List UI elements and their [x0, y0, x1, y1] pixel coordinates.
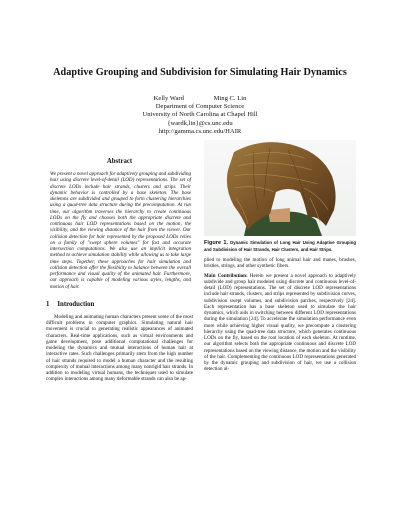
- continuation-text: plied to modeling the motion of long animal hair and manes, brushes, bristles, strings, and other synthetic fibers.: [204, 257, 356, 270]
- email: {wardk,lin}@cs.unc.edu: [167, 119, 233, 127]
- introduction-heading: [46, 301, 193, 308]
- figure-label: Figure 1.: [204, 240, 229, 246]
- abstract-text: We present a novel approach for adaptively grouping and subdividing hair using discrete level-of-detail (LOD) representations. The set of discrete LODs include hair strands, clusters and strips. Their dynamic behavior is controlled by a base skeleton. The base skeletons are subdivided and grouped to form clustering hierarchies using a quad-tree data structure during the precomputation. At run time, our algorithm traverses the hierarchy to create continuous LODs on the fly and chooses both the appropriate discrete and continuous hair LOD representations based on the motion, the visibility, and the viewing distance of the hair from the viewer. Our collision detection for hair represented by the proposed LODs relies on a family of "swept sphere volumes" for fast and accurate intersection computations. We also use an implicit integration method to achieve simulation stability while allowing us to take large time steps. Together, these approaches for hair simulation and collision detection offer the flexibility to balance between the overall performance and visual quality of the animated hair. Furthermore, our approach is capable of modeling various styles, lengths, and motion of hair.: [50, 171, 191, 290]
- figure-caption-text: Dynamic Simulation of Long Hair Using Adaptive Grouping and Subdivision of Hair Strands, Hair Clusters, and Hair Strips.: [204, 240, 356, 252]
- university: University of North Carolina at Chapel Hill: [142, 111, 258, 119]
- right-column: [204, 140, 356, 373]
- main-contribution-paragraph: [204, 273, 356, 373]
- author-names: [0, 95, 400, 103]
- figure-image: [204, 140, 356, 236]
- department: Department of Computer Science: [155, 103, 245, 111]
- section-title: Introduction: [57, 300, 95, 308]
- figure-caption: [204, 240, 356, 252]
- introduction-text: Modeling and animating human characters present some of the most difficult problems in computer graphics. Simulating natural hair movement is crucial to generating realistic appearances of animated characters. Real-time applications, such as virtual environments and game development, pose additional computational challenges for modeling the dynamics and mutual interactions of human hair at interactive rates. Such challenges primarily stem from the high number of hair strands required to model a human character and the resulting complexity of mutual interactions among many nonrigid hair strands. In addition to modeling virtual humans, the techniques used to simulate complex interactions among many deformable strands can also be ap-: [46, 313, 193, 383]
- author-block: [0, 95, 400, 136]
- contribution-text: Herein we present a novel approach to adaptively subdivide and group hair modeled using discrete and continuous level-of-detail (LOD) representations. The set of discrete LOD representations include hair strands, clusters, and strips represented by subdivision curves, subdivision swept volumes, and subdivision patches, respectively [24]. Each representation has a base skeleton used to simulate the hair dynamics, which aids in switching between different LOD representations during the simulation [24]. To accelerate the simulation performance even more while achieving higher visual quality, we precompute a clustering hierarchy using the quad-tree data structure, which generates continuous LODs on the fly, based on the root location of each skeleton. At runtime, our algorithm selects both the appropriate continuous and discrete LOD representations based on the viewing distance, the motion and the visibility of the hair. Complementing the continuous LOD representations generated by the dynamic grouping and subdivision of hair, we use a collision detection al-: [204, 272, 357, 373]
- paper-title: Adaptive Grouping and Subdivision for Simulating Hair Dynamics: [53, 67, 347, 78]
- left-column: [46, 158, 193, 383]
- contribution-label: Main Contribution:: [204, 272, 248, 279]
- section-number: 1: [46, 300, 50, 308]
- hair-simulation-render: [204, 140, 356, 236]
- project-url: http://gamma.cs.unc.edu/HAIR: [158, 127, 242, 135]
- author-name: Ming C. Lin: [213, 95, 247, 102]
- author-name: Kelly Ward: [153, 95, 184, 102]
- abstract-heading: Abstract: [106, 158, 133, 165]
